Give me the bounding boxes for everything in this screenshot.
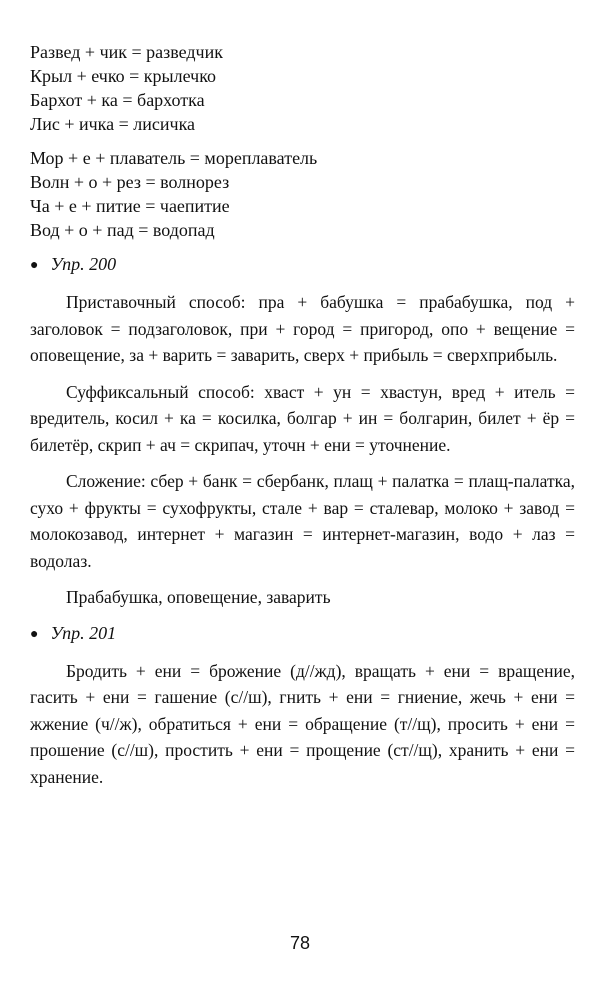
word-formation-suffix-list	[30, 40, 575, 136]
line: Крыл + ечко = крылечко	[30, 66, 217, 86]
line: Вод + о + пад = водопад	[30, 220, 215, 240]
page	[30, 40, 575, 800]
line: Бархот + ка = бархотка	[30, 90, 205, 110]
suffix-method-paragraph: Суффиксальный способ: хваст + ун = хвастун, вред + итель = вредитель, косил + ка = косилка, болгар + ин = болгарин, билет + ёр = билетёр, скрип + ач = скрипач, уточн + ени = уточнение.	[30, 381, 575, 455]
compound-method-paragraph: Сложение: сбер + банк = сбербанк, плащ + палатка = плащ-палатка, сухо + фрукты = сухофрукты, стале + вар = сталевар, молоко + завод = молокозавод, интернет + магазин = интернет-магазин, водо + лаз = водолаз.	[30, 471, 575, 571]
exercise-201-heading	[30, 621, 575, 648]
page-number: 78	[289, 933, 311, 953]
exercise-200-heading	[30, 252, 575, 279]
line: Волн + о + рез = волнорез	[30, 172, 230, 192]
bullet-icon: ●	[30, 626, 39, 642]
summary-line: Прабабушка, оповещение, заварить	[66, 587, 331, 607]
line: Лис + ичка = лисичка	[30, 114, 196, 134]
bullet-icon: ●	[30, 258, 39, 273]
line: Ча + е + питие = чаепитие	[30, 196, 230, 216]
exercise-title: Упр. 200	[50, 254, 117, 274]
prefix-method-paragraph: Приставочный способ: пра + бабушка = прабабушка, под + заголовок = подзаголовок, при + город = пригород, опо + вещение = оповещение, за + варить = заварить, сверх + прибыль = сверхприбыль.	[30, 292, 575, 365]
exercise-201-paragraph: Бродить + ени = брожение (д//жд), вращать + ени = вращение, гасить + ени = гашение (с//ш), гнить + ени = гниение, жечь + ени = жжение (ч//ж), обратиться + ени = обращение (т//щ), просить + ени = прошение (с//ш), простить + ени = прощение (ст//щ), хранить + ени = хранение.	[30, 660, 575, 787]
exercise-title: Упр. 201	[50, 622, 117, 643]
word-formation-compound-list	[30, 146, 575, 242]
line: Развед + чик = разведчик	[30, 42, 223, 62]
line: Мор + е + плаватель = мореплаватель	[30, 148, 318, 168]
